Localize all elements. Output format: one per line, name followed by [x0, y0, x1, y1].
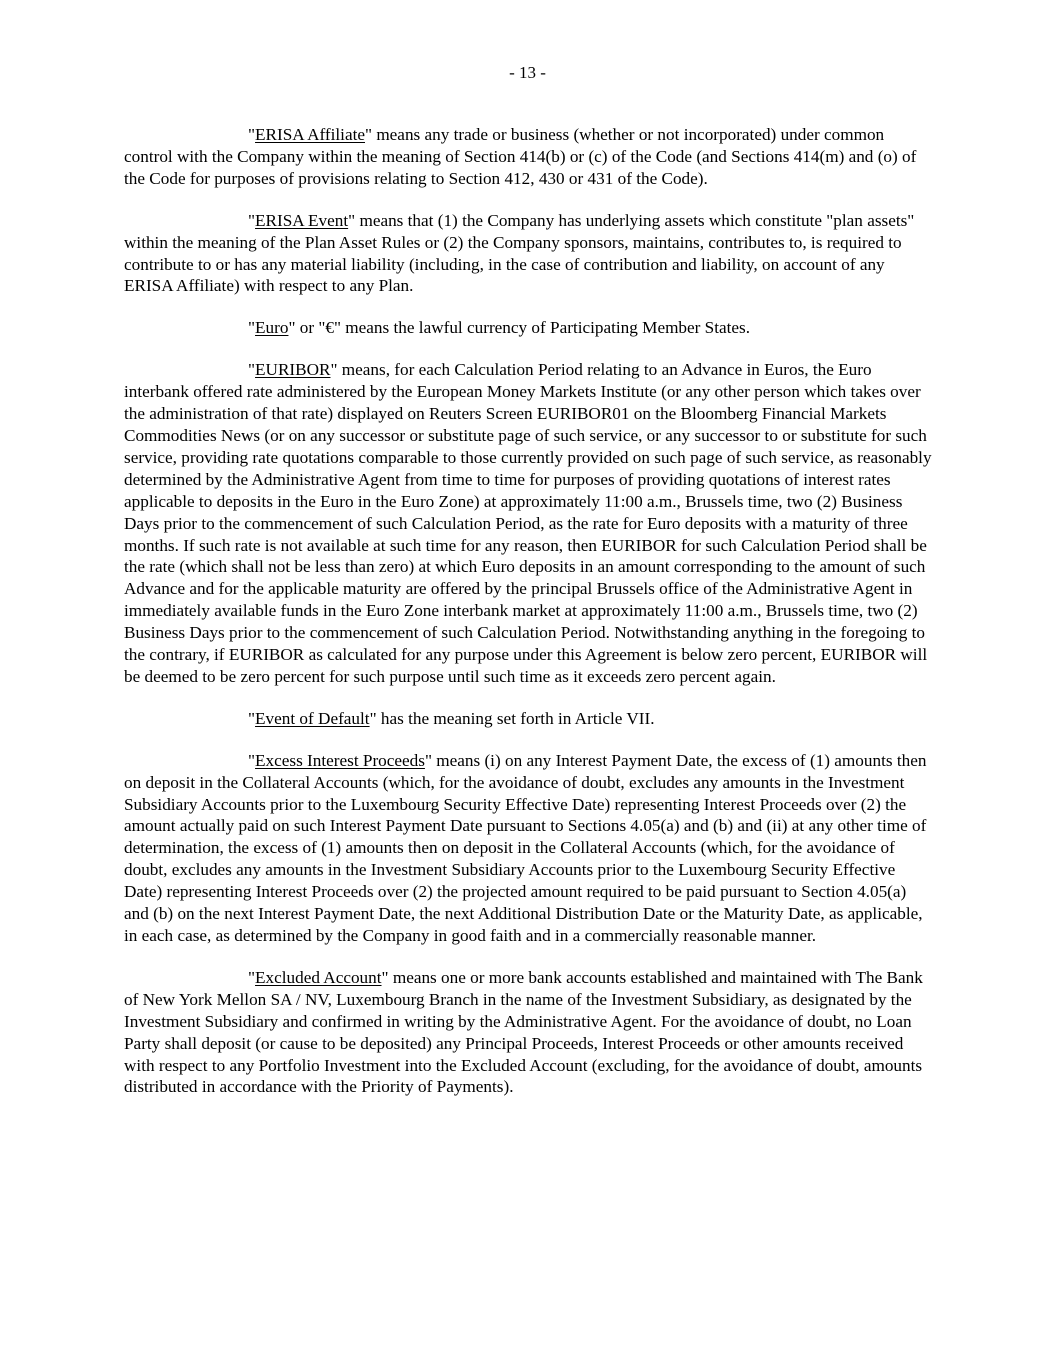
page-number: - 13 - — [509, 63, 546, 82]
definition-erisa-affiliate: "ERISA Affiliate" means any trade or business (whether or not incorporated) under common control with the Company within the meaning of Section 414(b) or (c) of the Code (and Sections 414(m) and (o) of the Code for purposes of provisions relating to Section 412, 430 or 431 of the Code). — [124, 125, 917, 188]
document-body — [124, 124, 932, 1118]
definition-text: " means any trade or business (whether or not incorporated) under common control with the Company within the meaning of Section 414(b) or (c) of the Code (and Sections 414(m) and (o) of the Code for purposes of provisions relating to Section 412, 430 or 431 of the Code). — [124, 125, 917, 188]
definition-euribor: "EURIBOR" means, for each Calculation Period relating to an Advance in Euros, the Euro interbank offered rate administered by the European Money Markets Institute (or any other person which takes over the administration of that rate) displayed on Reuters Screen EURIBOR01 on the Bloomberg Financial Markets Commodities News (or on any successor or substitute page of such service, or any successor to or substitute for such service, providing rate quotations comparable to those currently provided on such page of such service, as reasonably determined by the Administrative Agent from time to time for purposes of providing quotations of interest rates applicable to deposits in the Euro in the Euro Zone) at approximately 11:00 a.m., Brussels time, two (2) Business Days prior to the commencement of such Calculation Period, as the rate for Euro deposits with a maturity of three months. If such rate is not available at such time for any reason, then EURIBOR for such Calculation Period shall be the rate (which shall not be less than zero) at which Euro deposits in an amount corresponding to the amount of such Advance and for the applicable maturity are offered by the principal Brussels office of the Administrative Agent in immediately available funds in the Euro Zone interbank market at approximately 11:00 a.m., Brussels time, two (2) Business Days prior to the commencement of such Calculation Period. Notwithstanding anything in the foregoing to the contrary, if EURIBOR as calculated for any purpose under this Agreement is below zero percent, EURIBOR will be deemed to be zero percent for such purpose until such time as it exceeds zero percent again. — [124, 360, 932, 686]
defined-term: ERISA Affiliate — [255, 125, 365, 144]
definition-excluded-account: "Excluded Account" means one or more bank accounts established and maintained with The Bank of New York Mellon SA / NV, Luxembourg Branch in the name of the Investment Subsidiary, as designated by the Investment Subsidiary and confirmed in writing by the Administrative Agent. For the avoidance of doubt, no Loan Party shall deposit (or cause to be deposited) any Principal Proceeds, Interest Proceeds or other amounts received with respect to any Portfolio Investment into the Excluded Account (excluding, for the avoidance of doubt, amounts distributed in accordance with the Priority of Payments). — [124, 967, 923, 1097]
definition-event-of-default: "Event of Default" has the meaning set forth in Article VII. — [248, 708, 655, 728]
defined-term: Excluded Account — [255, 967, 382, 987]
defined-term: ERISA Event — [255, 210, 349, 230]
definition-text: " means one or more bank accounts established and maintained with The Bank of New York Mellon SA / NV, Luxembourg Branch in the name of the Investment Subsidiary, as designated by the Investment Subsidiary and confirmed in writing by the Administrative Agent. For the avoidance of doubt, no Loan Party shall deposit (or cause to be deposited) any Principal Proceeds, Interest Proceeds or other amounts received with respect to any Portfolio Investment into the Excluded Account (excluding, for the avoidance of doubt, amounts distributed in accordance with the Priority of Payments). — [124, 967, 923, 1097]
definition-text: " or "€" means the lawful currency of Participating Member States. — [288, 318, 751, 338]
definition-text: " means, for each Calculation Period relating to an Advance in Euros, the Euro interbank offered rate administered by the European Money Markets Institute (or any other person which takes over the administration of that rate) displayed on Reuters Screen EURIBOR01 on the Bloomberg Financial Markets Commodities News (or on any successor or substitute page of such service, or any successor to or substitute for such service, providing rate quotations comparable to those currently provided on such page of such service, as reasonably determined by the Administrative Agent from time to time for purposes of providing quotations of interest rates applicable to deposits in the Euro in the Euro Zone) at approximately 11:00 a.m., Brussels time, two (2) Business Days prior to the commencement of such Calculation Period, as the rate for Euro deposits with a maturity of three months. If such rate is not available at such time for any reason, then EURIBOR for such Calculation Period shall be the rate (which shall not be less than zero) at which Euro deposits in an amount corresponding to the amount of such Advance and for the applicable maturity are offered by the principal Brussels office of the Administrative Agent in immediately available funds in the Euro Zone interbank market at approximately 11:00 a.m., Brussels time, two (2) Business Days prior to the commencement of such Calculation Period. Notwithstanding anything in the foregoing to the contrary, if EURIBOR as calculated for any purpose under this Agreement is below zero percent, EURIBOR will be deemed to be zero percent for such purpose until such time as it exceeds zero percent again. — [124, 360, 932, 686]
definition-euro: "Euro" or "€" means the lawful currency of Participating Member States. — [248, 318, 751, 338]
definition-text: " means (i) on any Interest Payment Date, the excess of (1) amounts then on deposit in the Collateral Accounts (which, for the avoidance of doubt, excludes any amounts in the Investment Subsidiary Accounts prior to the Luxembourg Security Effective Date) representing Interest Proceeds over (2) the amount actually paid on such Interest Payment Date pursuant to Sections 4.05(a) and (b) and (ii) at any other time of determination, the excess of (1) amounts then on deposit in the Collateral Accounts (which, for the avoidance of doubt, excludes any amounts in the Investment Subsidiary Accounts prior to the Luxembourg Security Effective Date) representing Interest Proceeds over (2) the projected amount required to be paid pursuant to Section 4.05(a) and (b) on the next Interest Payment Date, the next Additional Distribution Date or the Maturity Date, as applicable, in each case, as determined by the Company in good faith and in a commercially reasonable manner. — [124, 750, 927, 945]
defined-term: Euro — [255, 318, 289, 338]
defined-term: Excess Interest Proceeds — [255, 750, 425, 770]
definition-erisa-event: "ERISA Event" means that (1) the Company has underlying assets which constitute "plan assets" within the meaning of the Plan Asset Rules or (2) the Company sponsors, maintains, contributes to, is required to contribute to or has any material liability (including, in the case of contribution and liability, on account of any ERISA Affiliate) with respect to any Plan. — [124, 210, 915, 296]
defined-term: Event of Default — [255, 708, 370, 728]
definition-text: " means that (1) the Company has underlying assets which constitute "plan assets" within the meaning of the Plan Asset Rules or (2) the Company sponsors, maintains, contributes to, is required to contribute to or has any material liability (including, in the case of contribution and liability, on account of any ERISA Affiliate) with respect to any Plan. — [124, 210, 915, 296]
definition-excess-interest-proceeds: "Excess Interest Proceeds" means (i) on any Interest Payment Date, the excess of (1) amounts then on deposit in the Collateral Accounts (which, for the avoidance of doubt, excludes any amounts in the Investment Subsidiary Accounts prior to the Luxembourg Security Effective Date) representing Interest Proceeds over (2) the amount actually paid on such Interest Payment Date pursuant to Sections 4.05(a) and (b) and (ii) at any other time of determination, the excess of (1) amounts then on deposit in the Collateral Accounts (which, for the avoidance of doubt, excludes any amounts in the Investment Subsidiary Accounts prior to the Luxembourg Security Effective Date) representing Interest Proceeds over (2) the projected amount required to be paid pursuant to Section 4.05(a) and (b) on the next Interest Payment Date, the next Additional Distribution Date or the Maturity Date, as applicable, in each case, as determined by the Company in good faith and in a commercially reasonable manner. — [124, 750, 927, 945]
definition-text: " has the meaning set forth in Article VII. — [369, 708, 655, 728]
defined-term: EURIBOR — [255, 360, 331, 380]
